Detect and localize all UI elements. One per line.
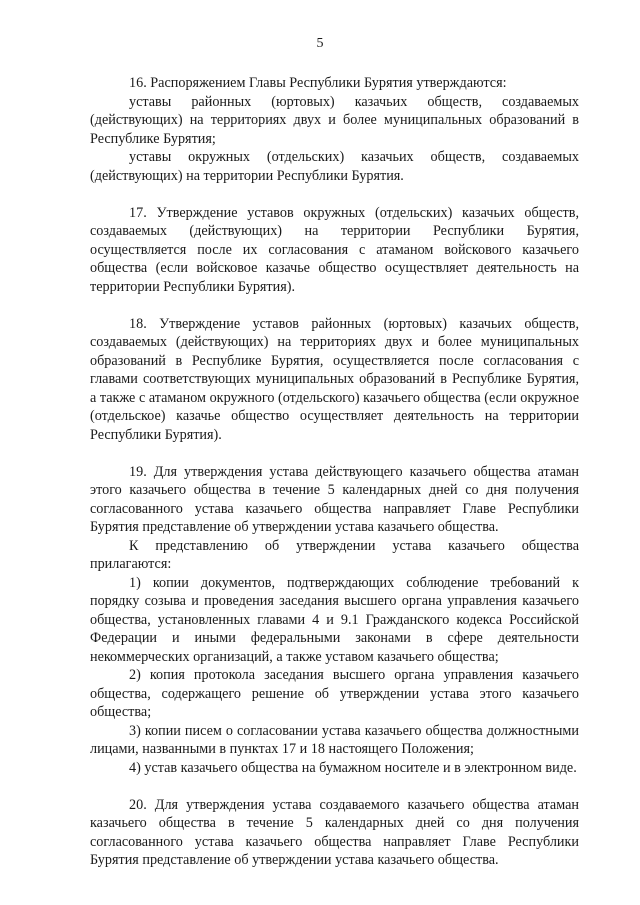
paragraph-19-item-1: 1) копии документов, подтверждающих соблюдение требований к порядку созыва и проведения заседания высшего органа управления казачьего общества, установленных главами 4 и 9.1 Гражданского кодекса Российской Федерации и иными федеральными законами в сфере деятельности некоммерческих организаций, а также уставом казачьего общества; — [90, 574, 579, 665]
paragraph-16-item-regional: уставы окружных (отдельских) казачьих обществ, создаваемых (действующих) на территории Республики Бурятия. — [90, 149, 579, 184]
paragraph-19-item-4: 4) устав казачьего общества на бумажном носителе и в электронном виде. — [129, 759, 577, 776]
paragraph-16: 16. Распоряжением Главы Республики Бурятия утверждаются: — [129, 75, 507, 91]
paragraph-19-attachments-intro: К представлению об утверждении устава казачьего общества прилагаются: — [90, 537, 579, 572]
paragraph-19-item-2: 2) копия протокола заседания высшего органа управления казачьего общества, содержащего решение об утверждении устава этого казачьего общества; — [90, 667, 579, 720]
page-number: 5 — [316, 36, 324, 51]
paragraph-19: 19. Для утверждения устава действующего казачьего общества атаман этого казачьего общества в течение 5 календарных дней со дня получения согласованного устава казачьего общества направляет Главе Республики Бурятия представление об утверждении устава казачьего общества. — [90, 463, 579, 535]
paragraph-17: 17. Утверждение уставов окружных (отдельских) казачьих обществ, создаваемых (действующих) на территории Республики Бурятия, осуществляется после их согласования с атаманом войскового казачьего общества (если войсковое казачье общество осуществляет деятельность на территории Республики Бурятия). — [90, 204, 579, 295]
paragraph-16-item-district: уставы районных (юртовых) казачьих обществ, создаваемых (действующих) на территориях двух и более муниципальных образований в Республике Бурятия; — [90, 93, 579, 147]
paragraph-19-item-3: 3) копии писем о согласовании устава казачьего общества должностными лицами, названными в пунктах 17 и 18 настоящего Положения; — [90, 722, 579, 757]
paragraph-18: 18. Утверждение уставов районных (юртовых) казачьих обществ, создаваемых (действующих) на территориях двух и более муниципальных образований в Республике Бурятия, осуществляется после согласования с главами соответствующих муниципальных образований в Республике Бурятия, а также с атаманом окружного (отдельского) казачьего общества (если окружное (отдельское) казачье общество осуществляет деятельность на территории Республики Бурятия). — [90, 315, 579, 443]
paragraph-20: 20. Для утверждения устава создаваемого казачьего общества атаман казачьего общества в течение 5 календарных дней со дня получения согласованного устава казачьего общества направляет Главе Республики Бурятия представление об утверждении устава казачьего общества. — [90, 796, 579, 868]
document-body — [90, 74, 579, 870]
